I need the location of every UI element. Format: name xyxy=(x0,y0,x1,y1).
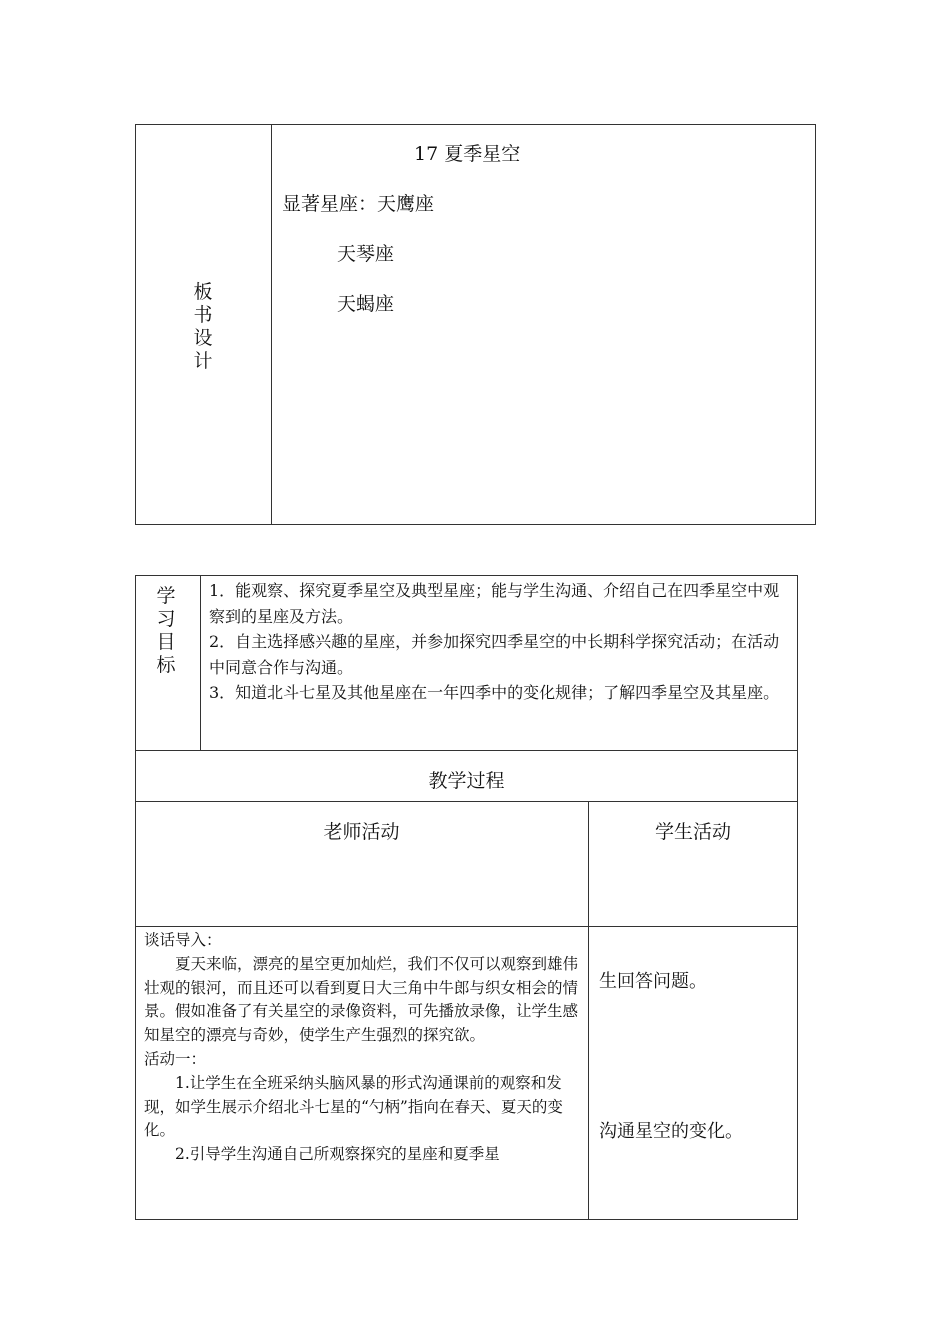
board-title: 17 夏季星空 xyxy=(414,143,521,165)
board-label: 板书设计 xyxy=(193,281,213,372)
student-note-1: 生回答问题。 xyxy=(599,971,707,992)
board-line-3: 天蝎座 xyxy=(337,293,395,315)
board-divider xyxy=(271,124,272,525)
columns-divider xyxy=(588,801,589,1220)
student-activity-header: 学生活动 xyxy=(654,821,731,843)
board-design-table xyxy=(135,124,816,525)
board-line-2: 天琴座 xyxy=(337,243,395,265)
student-note-2: 沟通星空的变化。 xyxy=(599,1121,743,1142)
activity-title: 活动一： xyxy=(144,1049,207,1068)
teacher-activity-header: 老师活动 xyxy=(323,821,400,843)
goals-label: 学习目标 xyxy=(156,585,176,676)
process-header: 教学过程 xyxy=(428,770,505,792)
columns-header-bottom-line xyxy=(135,926,798,927)
board-line-1: 显著星座：天鹰座 xyxy=(282,193,435,215)
goals-list xyxy=(209,578,790,706)
activity-item-2: 2.引导学生沟通自己所观察探究的星座和夏季星 xyxy=(175,1145,500,1164)
intro-title: 谈话导入： xyxy=(144,931,222,949)
goals-divider xyxy=(200,575,201,750)
activity-item-1: 1.让学生在全班采纳头脑风暴的形式沟通课前的观察和发现，如学生展示介绍北斗七星的“勺柄”指向在春天、夏天的变化。 xyxy=(144,1073,563,1140)
goals-bottom-line xyxy=(135,750,798,751)
teacher-activity-content xyxy=(144,929,582,1167)
intro-text: 夏天来临，漂亮的星空更加灿烂，我们不仅可以观察到雄伟壮观的银河，而且还可以看到夏日大三角中牛郎与织女相会的情景。假如准备了有关星空的录像资料，可先播放录像，让学生感知星空的漂亮与奇妙，使学生产生强烈的探究欲。 xyxy=(144,954,579,1045)
process-header-bottom-line xyxy=(135,801,798,802)
goal-item-2: 2．自主选择感兴趣的星座，并参加探究四季星空的中长期科学探究活动；在活动中同意合作与沟通。 xyxy=(209,632,780,677)
goal-item-3: 3．知道北斗七星及其他星座在一年四季中的变化规律；了解四季星空及其星座。 xyxy=(209,683,780,702)
goal-item-1: 1．能观察、探究夏季星空及典型星座；能与学生沟通、介绍自己在四季星空中观察到的星座及方法。 xyxy=(209,581,780,626)
